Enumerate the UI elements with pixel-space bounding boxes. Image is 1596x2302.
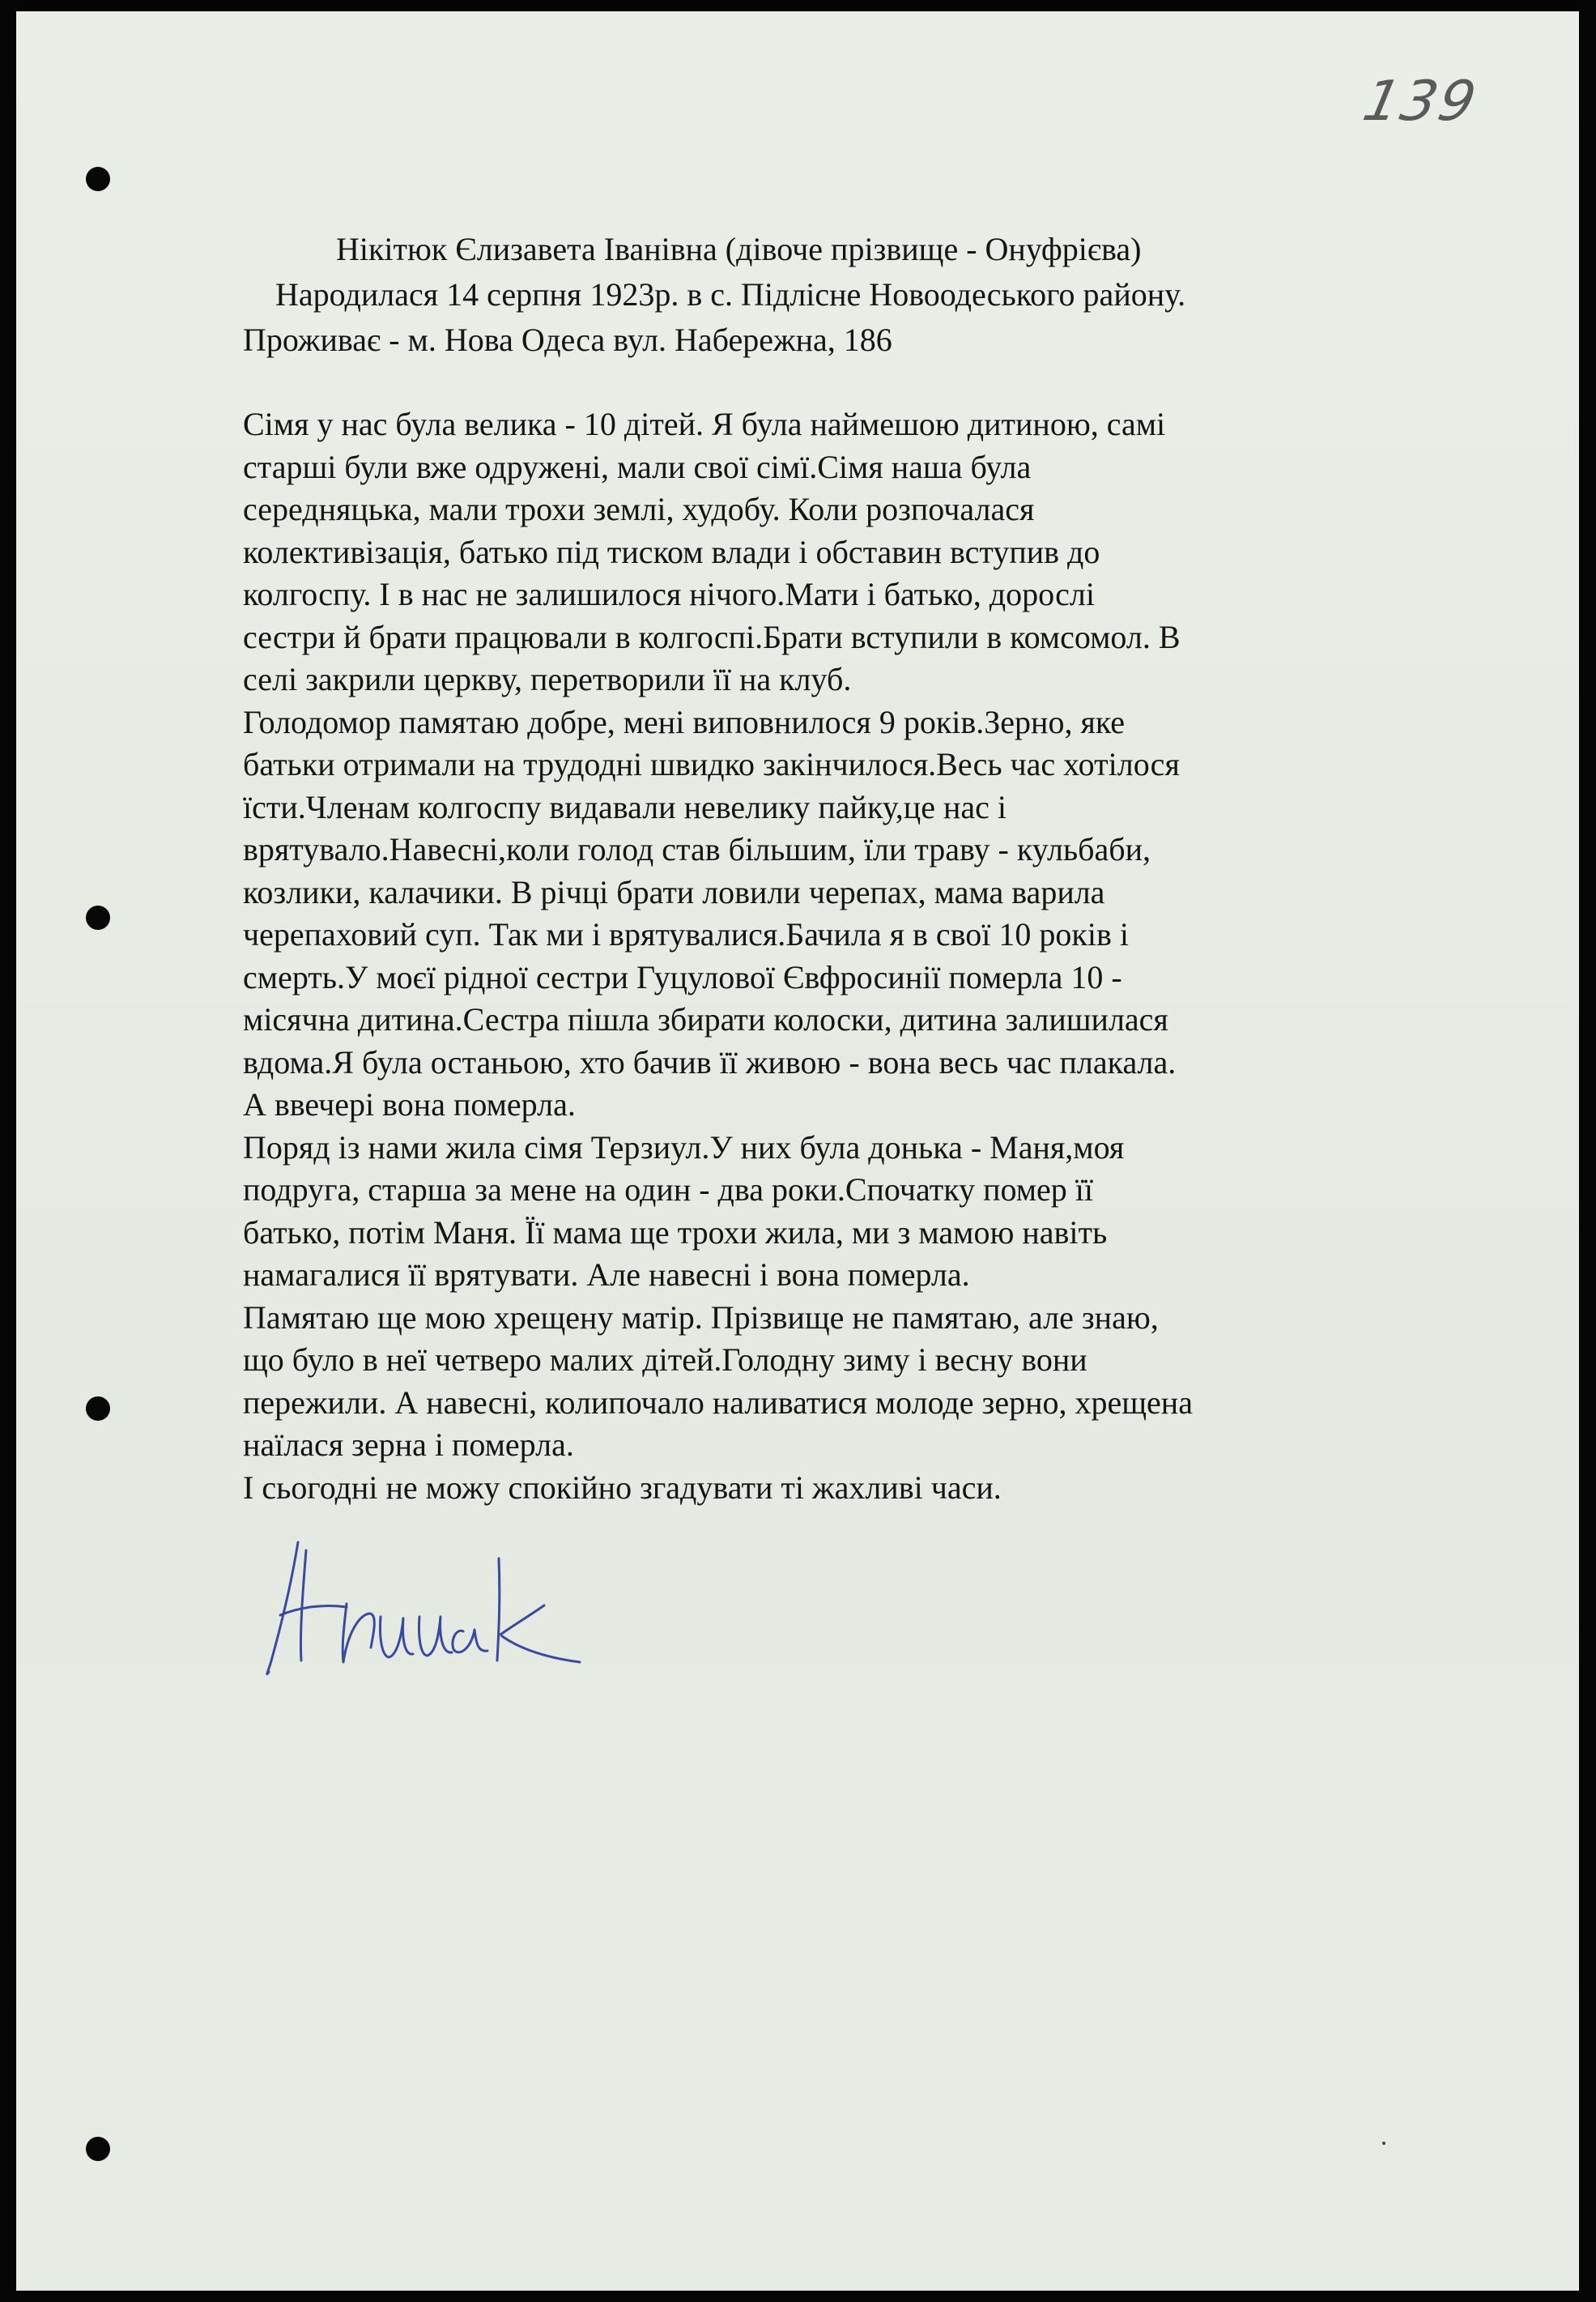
body-line: І сьогодні не можу спокійно згадувати ті жахливі часи.: [243, 1469, 1002, 1506]
body-line: смерть.У моєї рідної сестри Гуцулової Євфросинії померла 10 -: [243, 958, 1122, 995]
paper-speck: [1382, 2142, 1385, 2145]
body-line: середняцька, мали трохи землі, худобу. Коли розпочалася: [243, 491, 1035, 527]
page-number: 139: [1357, 70, 1484, 134]
body-line: вдома.Я була останьою, хто бачив її живою - вона весь час плакала.: [243, 1043, 1177, 1081]
body-line: наїлася зерна і померла.: [243, 1426, 574, 1463]
body-line: пережили. А навесні, колипочало наливатися молоде зерно, хрещена: [243, 1383, 1193, 1421]
body-line: їсти.Членам колгоспу видавали невелику пайку,це нас і: [243, 788, 1007, 825]
body-line: врятувало.Навесні,коли голод став більшим, їли траву - кульбаби,: [243, 831, 1151, 868]
body-line: колгоспу. І в нас не залишилося нічого.Мати і батько, дорослі: [243, 576, 1095, 612]
punch-hole-bottom: [86, 2137, 110, 2161]
body-line: козлики, калачики. В річці брати ловили черепах, мама варила: [243, 873, 1105, 910]
header-name-line: Нікітюк Єлизавета Іванівна (дівоче прізвище - Онуфрієва): [336, 231, 1142, 267]
body-line: батько, потім Маня. Її мама ще трохи жила, ми з мамою навіть: [243, 1213, 1108, 1251]
body-line: батьки отримали на трудодні швидко закінчилося.Весь час хотілося: [243, 746, 1180, 782]
header-birth-line: Народилася 14 серпня 1923р. в с. Підлісне Новоодеського району.: [275, 276, 1186, 313]
body-line: Поряд із нами жила сімя Терзиул.У них була донька - Маня,моя: [243, 1128, 1125, 1166]
body-line: А ввечері вона померла.: [243, 1086, 576, 1123]
testimony-text: [243, 403, 1368, 1509]
body-line: селі закрили церкву, перетворили її на клуб.: [243, 661, 852, 697]
body-line: Сімя у нас була велика - 10 дітей. Я була наймешою дитиною, самі: [243, 406, 1166, 442]
body-line: колективізація, батько під тиском влади і обставин вступив до: [243, 533, 1100, 570]
header-address-line: Проживає - м. Нова Одеса вул. Набережна, 186: [243, 322, 892, 358]
document-header: [243, 227, 1409, 363]
handwritten-signature: [259, 1526, 632, 1688]
document-page: [16, 11, 1579, 2291]
punch-hole-middle-lower: [86, 1396, 110, 1421]
body-line: старші були вже одружені, мали свої сімї.Сімя наша була: [243, 448, 1032, 485]
body-line: подруга, старша за мене на один - два роки.Спочатку помер її: [243, 1171, 1094, 1208]
body-line: намагалися її врятувати. Але навесні і вона померла.: [243, 1256, 970, 1293]
body-line: місячна дитина.Сестра пішла збирати колоски, дитина залишилася: [243, 1001, 1168, 1038]
body-line: що було в неї четверо малих дітей.Голодну зиму і весну вони: [243, 1341, 1087, 1378]
body-line: черепаховий суп. Так ми і врятувалися.Бачила я в свої 10 років і: [243, 916, 1129, 953]
body-line: Голодомор памятаю добре, мені виповнилося 9 років.Зерно, яке: [243, 703, 1126, 740]
body-line: Памятаю ще мою хрещену матір. Прізвище не памятаю, але знаю,: [243, 1298, 1159, 1336]
body-line: сестри й брати працювали в колгоспі.Брати вступили в комсомол. В: [243, 618, 1181, 655]
punch-hole-middle-upper: [86, 906, 110, 930]
punch-hole-top: [86, 167, 110, 191]
